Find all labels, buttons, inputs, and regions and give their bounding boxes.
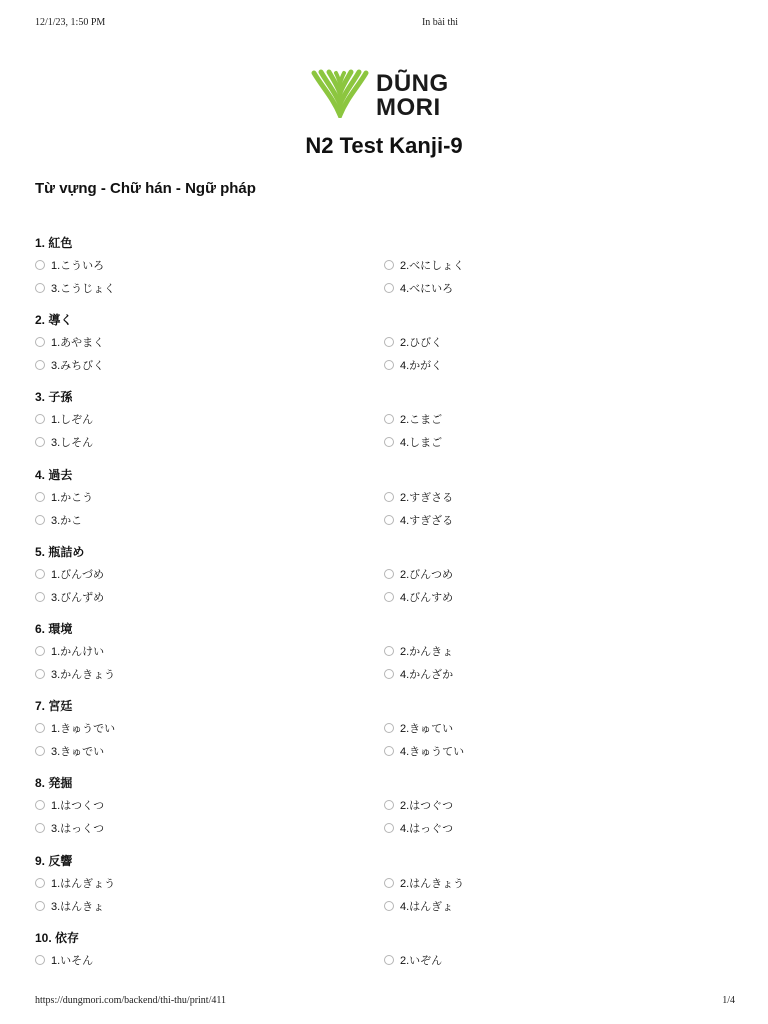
question-label: 10. 依存 <box>35 931 80 945</box>
answer-option[interactable] <box>35 259 104 273</box>
radio-button[interactable] <box>384 592 394 602</box>
radio-button[interactable] <box>35 437 45 447</box>
radio-button[interactable] <box>35 669 45 679</box>
radio-button[interactable] <box>35 646 45 656</box>
print-header <box>0 17 768 31</box>
answer-option-label: 3.はんきょ <box>51 901 105 913</box>
answer-option-label: 1.はんぎょう <box>51 878 116 890</box>
radio-button[interactable] <box>384 414 394 424</box>
logo-text-line1: DŨNG <box>376 70 449 97</box>
radio-button[interactable] <box>384 569 394 579</box>
answer-option-label: 2.びんつめ <box>400 569 453 581</box>
radio-button[interactable] <box>35 515 45 525</box>
answer-option-label: 3.きゅでい <box>51 746 105 758</box>
question-label: 3. 子孫 <box>35 390 73 404</box>
answer-option-label: 4.はっぐつ <box>400 823 454 835</box>
answer-option[interactable] <box>384 491 453 505</box>
answer-option-label: 4.はんぎょ <box>400 901 454 913</box>
answer-option-label: 3.かこ <box>51 515 83 527</box>
answer-option[interactable] <box>384 745 464 759</box>
question-label: 1. 紅色 <box>35 236 73 250</box>
question-block <box>0 699 768 776</box>
answer-option[interactable] <box>384 336 442 350</box>
radio-button[interactable] <box>384 878 394 888</box>
answer-option[interactable] <box>384 645 453 659</box>
question-block <box>0 545 768 622</box>
question-block <box>0 313 768 390</box>
radio-button[interactable] <box>35 800 45 810</box>
answer-option[interactable] <box>384 822 453 836</box>
answer-option[interactable] <box>35 954 93 968</box>
question-block <box>0 776 768 853</box>
answer-option-label: 4.べにいろ <box>400 283 454 295</box>
answer-option[interactable] <box>384 359 442 373</box>
radio-button[interactable] <box>384 646 394 656</box>
answer-option-label: 1.かんけい <box>51 646 105 658</box>
radio-button[interactable] <box>384 515 394 525</box>
answer-option-label: 1.こういろ <box>51 260 105 272</box>
answer-option-label: 2.はんきょう <box>400 878 465 890</box>
answer-option[interactable] <box>35 745 104 759</box>
answer-option-label: 2.ひびく <box>400 337 443 349</box>
answer-option-label: 4.びんすめ <box>400 592 454 604</box>
answer-option-label: 3.こうじょく <box>51 283 116 295</box>
print-page-number: 1/4 <box>722 995 735 1006</box>
answer-option[interactable] <box>35 799 104 813</box>
answer-option-label: 4.かがく <box>400 360 443 372</box>
radio-button[interactable] <box>384 437 394 447</box>
section-title: Từ vựng - Chữ hán - Ngữ pháp <box>35 180 256 197</box>
radio-button[interactable] <box>384 723 394 733</box>
print-url: https://dungmori.com/backend/thi-thu/print/411 <box>35 995 226 1006</box>
answer-option[interactable] <box>384 900 453 914</box>
dungmori-logo <box>311 68 471 124</box>
answer-option-label: 3.はっくつ <box>51 823 105 835</box>
radio-button[interactable] <box>35 901 45 911</box>
answer-option[interactable] <box>35 668 115 682</box>
answer-option-label: 4.かんざか <box>400 669 454 681</box>
answer-option[interactable] <box>35 877 115 891</box>
answer-option[interactable] <box>384 668 453 682</box>
answer-option[interactable] <box>35 822 104 836</box>
answer-option-label: 1.いそん <box>51 955 94 967</box>
answer-option[interactable] <box>384 413 442 427</box>
answer-option[interactable] <box>35 722 115 736</box>
question-label: 7. 宮廷 <box>35 699 73 713</box>
radio-button[interactable] <box>384 360 394 370</box>
radio-button[interactable] <box>384 283 394 293</box>
answer-option[interactable] <box>384 877 464 891</box>
radio-button[interactable] <box>35 723 45 733</box>
radio-button[interactable] <box>384 800 394 810</box>
radio-button[interactable] <box>384 492 394 502</box>
question-label: 5. 瓶詰め <box>35 545 85 559</box>
answer-option-label: 3.かんきょう <box>51 669 116 681</box>
answer-option-label: 2.べにしょく <box>400 260 465 272</box>
radio-button[interactable] <box>384 823 394 833</box>
answer-option-label: 1.しぞん <box>51 414 94 426</box>
radio-button[interactable] <box>35 283 45 293</box>
radio-button[interactable] <box>35 569 45 579</box>
answer-option[interactable] <box>384 514 453 528</box>
question-block <box>0 390 768 467</box>
radio-button[interactable] <box>35 746 45 756</box>
question-block <box>0 468 768 545</box>
question-label: 6. 環境 <box>35 622 73 636</box>
radio-button[interactable] <box>35 414 45 424</box>
radio-button[interactable] <box>35 492 45 502</box>
question-label: 9. 反響 <box>35 854 73 868</box>
radio-button[interactable] <box>35 592 45 602</box>
question-block <box>0 236 768 313</box>
print-page-title: In bài thi <box>421 17 459 28</box>
print-footer <box>0 995 768 1009</box>
answer-option[interactable] <box>384 568 453 582</box>
answer-option-label: 2.こまご <box>400 414 443 426</box>
answer-option-label: 3.しそん <box>51 437 94 449</box>
question-label: 8. 発掘 <box>35 776 73 790</box>
answer-option[interactable] <box>35 282 115 296</box>
radio-button[interactable] <box>35 823 45 833</box>
answer-option-label: 1.きゅうでい <box>51 723 116 735</box>
answer-option[interactable] <box>35 336 104 350</box>
answer-option[interactable] <box>384 436 442 450</box>
print-datetime: 12/1/23, 1:50 PM <box>35 17 106 28</box>
answer-option-label: 1.はつくつ <box>51 800 105 812</box>
answer-option-label: 2.はつぐつ <box>400 800 454 812</box>
answer-option[interactable] <box>384 591 453 605</box>
radio-button[interactable] <box>35 955 45 965</box>
answer-option-label: 4.しまご <box>400 437 443 449</box>
radio-button[interactable] <box>384 337 394 347</box>
answer-option-label: 1.あやまく <box>51 337 105 349</box>
answer-option[interactable] <box>35 645 104 659</box>
answer-option[interactable] <box>384 259 464 273</box>
answer-option-label: 1.びんづめ <box>51 569 104 581</box>
answer-option[interactable] <box>384 799 453 813</box>
answer-option[interactable] <box>35 413 93 427</box>
answer-option[interactable] <box>35 591 104 605</box>
question-label: 2. 導く <box>35 313 73 327</box>
radio-button[interactable] <box>384 260 394 270</box>
question-block <box>0 622 768 699</box>
answer-option[interactable] <box>35 514 82 528</box>
answer-option-label: 4.きゅうてい <box>400 746 465 758</box>
radio-button[interactable] <box>35 360 45 370</box>
answer-option-label: 3.みちびく <box>51 360 105 372</box>
answer-option[interactable] <box>35 359 104 373</box>
answer-option[interactable] <box>384 722 453 736</box>
answer-option-label: 2.かんきょ <box>400 646 454 658</box>
radio-button[interactable] <box>384 901 394 911</box>
answer-option[interactable] <box>35 436 93 450</box>
logo-text-line2: MORI <box>376 94 441 121</box>
question-block <box>0 854 768 931</box>
answer-option-label: 2.きゅてい <box>400 723 454 735</box>
answer-option[interactable] <box>35 568 104 582</box>
radio-button[interactable] <box>384 669 394 679</box>
answer-option[interactable] <box>384 282 453 296</box>
answer-option-label: 3.びんずめ <box>51 592 105 604</box>
answer-option-label: 2.すぎさる <box>400 492 454 504</box>
test-title: N2 Test Kanji-9 <box>305 133 463 158</box>
radio-button[interactable] <box>35 260 45 270</box>
radio-button[interactable] <box>384 955 394 965</box>
answer-option[interactable] <box>35 900 104 914</box>
radio-button[interactable] <box>384 746 394 756</box>
answer-option[interactable] <box>384 954 442 968</box>
question-label: 4. 過去 <box>35 468 73 482</box>
answer-option-label: 4.すぎざる <box>400 515 454 527</box>
leaf-logo-icon <box>311 68 369 118</box>
radio-button[interactable] <box>35 337 45 347</box>
answer-option[interactable] <box>35 491 93 505</box>
radio-button[interactable] <box>35 878 45 888</box>
answer-option-label: 1.かこう <box>51 492 94 504</box>
answer-option-label: 2.いぞん <box>400 955 443 967</box>
